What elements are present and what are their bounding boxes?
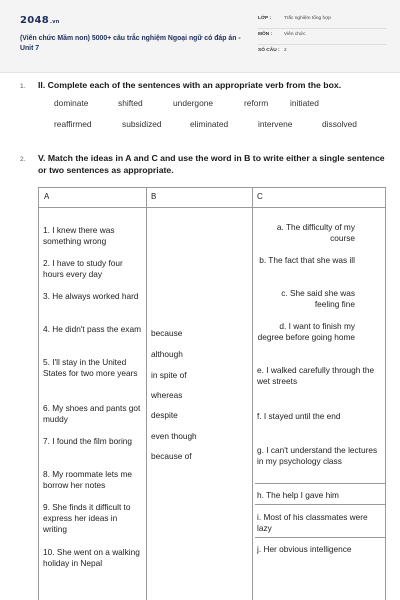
- meta-label: MÔN :: [258, 32, 273, 37]
- word-item: dominate: [54, 98, 89, 108]
- matching-table: [38, 187, 386, 600]
- word-item: initiated: [290, 98, 319, 108]
- cell-divider: [255, 537, 386, 538]
- column-b-item: even though: [151, 431, 197, 441]
- page-header: [0, 0, 400, 72]
- document-title: (Viên chức Mầm non) 5000+ câu trắc nghiệm Ngoại ngữ có đáp án - Unit 7: [20, 35, 241, 52]
- column-c-item: e. I walked carefully through the wet streets: [257, 365, 375, 386]
- meta-row-subject: [258, 29, 386, 45]
- word-row: [54, 119, 384, 140]
- column-a-item: 9. She finds it difficult to express her ideas in writing: [43, 502, 131, 534]
- column-a-item: 1. I knew there was something wrong: [43, 225, 115, 246]
- column-divider: [146, 188, 147, 600]
- column-c-item: f. I stayed until the end: [257, 411, 341, 421]
- logo-main-text: 2048: [20, 15, 50, 26]
- column-c-item: h. The help I gave him: [257, 490, 339, 500]
- column-c-text: b. The fact that she was ill: [259, 255, 355, 265]
- column-header-c: C: [257, 192, 263, 201]
- word-item: intervene: [258, 119, 293, 129]
- column-c-item: [257, 288, 383, 310]
- word-item: reform: [244, 98, 269, 108]
- site-logo[interactable]: [20, 15, 60, 26]
- word-item: shifted: [118, 98, 143, 108]
- meta-label: SỐ CÂU :: [258, 48, 280, 53]
- word-item: reaffirmed: [54, 119, 92, 129]
- column-c-item: [257, 222, 383, 244]
- meta-value: Trắc nghiệm tổng hợp: [284, 16, 331, 21]
- meta-label: LỚP :: [258, 16, 272, 21]
- column-c-item: g. I can't understand the lectures in my psychology class: [257, 445, 378, 466]
- column-a-item: 10. She went on a walking holiday in Nepal: [43, 547, 140, 568]
- column-c-item: [257, 255, 383, 266]
- column-a-item: 6. My shoes and pants got muddy: [43, 403, 141, 424]
- word-item: dissolved: [322, 119, 357, 129]
- column-b-item: because: [151, 328, 183, 338]
- column-a-item: 7. I found the film boring: [43, 436, 133, 446]
- cell-divider: [255, 504, 386, 505]
- header-row-divider: [39, 207, 385, 208]
- meta-info: [258, 13, 386, 61]
- question-number: 2.: [20, 156, 26, 163]
- word-box: [54, 98, 384, 140]
- meta-value: Viên chức: [284, 32, 306, 37]
- word-item: undergone: [173, 98, 214, 108]
- word-row: [54, 98, 384, 119]
- question-text: II. Complete each of the sentences with an appropriate verb from the box.: [38, 80, 342, 90]
- column-b-item: whereas: [151, 390, 183, 400]
- column-a-item: 3. He always worked hard: [43, 291, 139, 301]
- column-c-text: c. She said she was feeling fine: [281, 288, 355, 309]
- column-b-item: in spite of: [151, 370, 187, 380]
- cell-divider: [255, 483, 386, 484]
- column-c-text: a. The difficulty of my course: [276, 222, 355, 243]
- column-c-text: d. I want to finish my degree before going home: [257, 321, 355, 342]
- column-header-a: A: [44, 192, 50, 201]
- word-item: subsidized: [122, 119, 162, 129]
- column-b-item: because of: [151, 451, 192, 461]
- question-number: 1.: [20, 83, 26, 90]
- column-divider: [252, 188, 253, 600]
- meta-row-class: [258, 13, 386, 29]
- column-c-item: j. Her obvious intelligence: [257, 544, 352, 554]
- word-item: eliminated: [190, 119, 229, 129]
- meta-row-count: [258, 45, 386, 61]
- column-a-item: 5. I'll stay in the United States for two more years: [43, 357, 138, 378]
- column-a-item: 2. I have to study four hours every day: [43, 258, 123, 279]
- column-header-b: B: [151, 192, 157, 201]
- column-b-item: despite: [151, 410, 178, 420]
- column-a-item: 8. My roommate lets me borrow her notes: [43, 469, 132, 490]
- column-c-item: i. Most of his classmates were lazy: [257, 512, 368, 533]
- question-text: V. Match the ideas in A and C and use the word in B to write either a single sentence or two sentences as appropriate.: [38, 153, 385, 175]
- column-c-item: [257, 321, 383, 343]
- column-a-item: 4. He didn't pass the exam: [43, 324, 141, 334]
- column-b-item: although: [151, 349, 183, 359]
- header-divider: [0, 72, 400, 73]
- logo-sub-text: .vn: [50, 19, 60, 25]
- meta-value: 2: [284, 48, 287, 53]
